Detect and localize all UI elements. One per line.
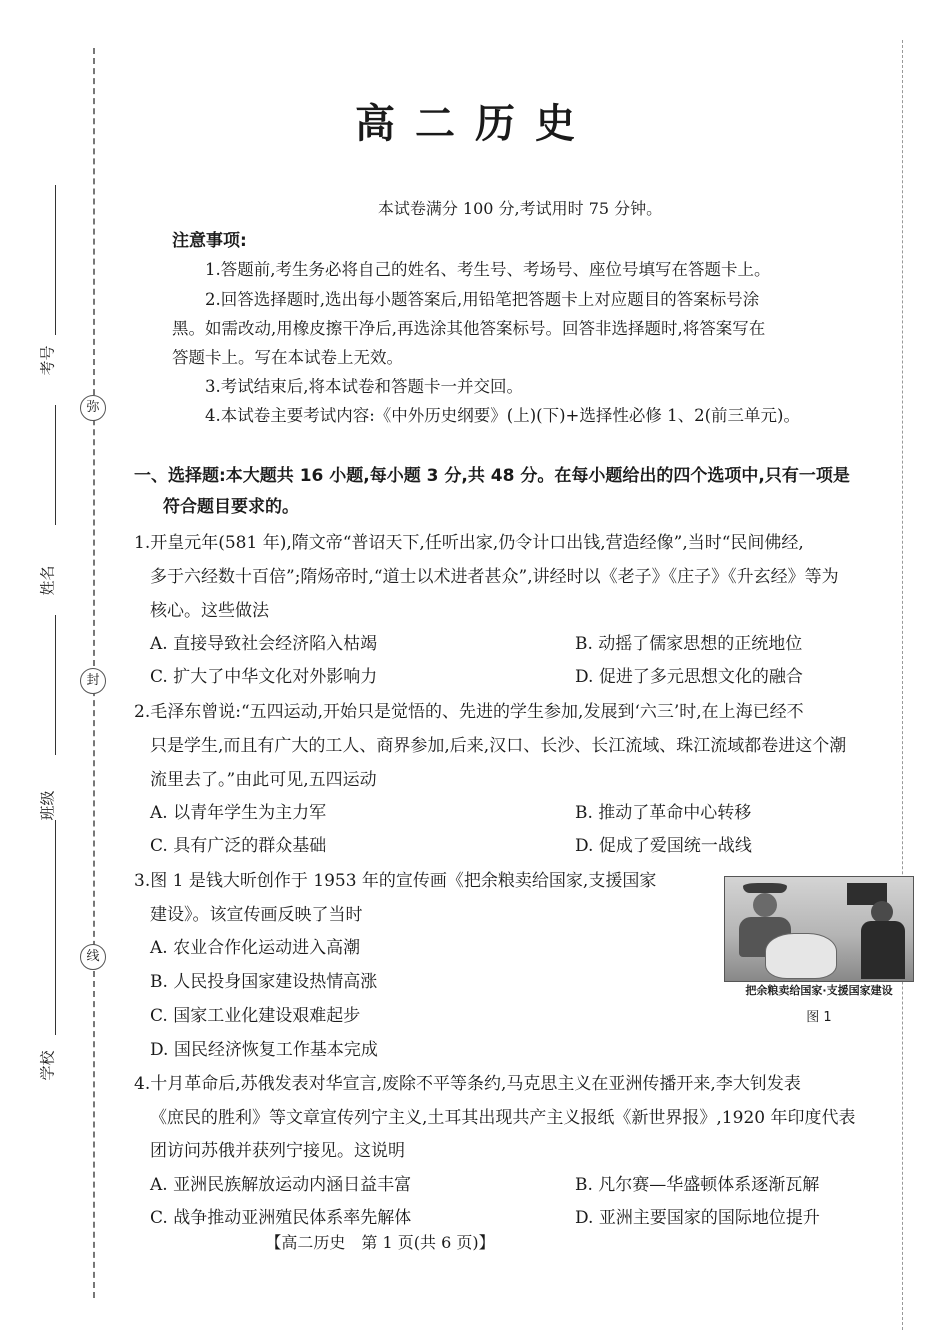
q2-stem-line-2: 只是学生,而且有广大的工人、商界参加,后来,汉口、长沙、长江流域、珠江流域都卷进这个潮 — [150, 736, 847, 756]
notice-heading: 注意事项: — [172, 231, 247, 251]
notice-line-5: 3.考试结束后,将本试卷和答题卡一并交回。 — [205, 377, 523, 396]
q3-option-d[interactable]: D. 国民经济恢复工作基本完成 — [150, 1040, 378, 1060]
poster-head — [753, 893, 777, 917]
section-heading-cont: 符合题目要求的。 — [163, 497, 299, 517]
margin-dashed-line — [902, 40, 903, 1330]
exam-info: 本试卷满分 100 分,考试用时 75 分钟。 — [377, 199, 663, 218]
poster-worker-head — [871, 901, 893, 923]
q4-option-a[interactable]: A. 亚洲民族解放运动内涵日益丰富 — [150, 1175, 412, 1195]
notice-line-3: 黑。如需改动,用橡皮擦干净后,再选涂其他答案标号。回答非选择题时,将答案写在 — [172, 319, 766, 338]
notice-line-1: 1.答题前,考生务必将自己的姓名、考生号、考场号、座位号填写在答题卡上。 — [205, 260, 771, 279]
exam-number-label: 考号 — [38, 345, 57, 376]
q3-option-b[interactable]: B. 人民投身国家建设热情高涨 — [150, 972, 378, 992]
poster-grain-sack — [765, 933, 837, 979]
q1-option-d[interactable]: D. 促进了多元思想文化的融合 — [575, 667, 803, 687]
q2-option-d[interactable]: D. 促成了爱国统一战线 — [575, 836, 752, 856]
q4-option-d[interactable]: D. 亚洲主要国家的国际地位提升 — [575, 1208, 820, 1228]
q2-stem-line-1: 2.毛泽东曾说:“五四运动,开始只是觉悟的、先进的学生参加,发展到‘六三’时,在上海已经不 — [134, 702, 804, 722]
q1-stem-line-2: 多于六经数十百倍”;隋炀帝时,“道士以术进者甚众”,讲经时以《老子》《庄子》《升玄经》等为 — [150, 567, 839, 587]
q1-option-b[interactable]: B. 动摇了儒家思想的正统地位 — [575, 634, 803, 654]
seal-mi: 弥 — [80, 395, 106, 421]
school-label: 学校 — [38, 1050, 57, 1081]
seal-xian: 线 — [80, 944, 106, 970]
name-rule — [55, 615, 56, 755]
q4-stem-line-3: 团访问苏俄并获列宁接见。这说明 — [150, 1141, 405, 1161]
poster-caption: 把余粮卖给国家·支援国家建设 — [745, 984, 893, 997]
q3-stem-line-2: 建设》。该宣传画反映了当时 — [150, 905, 363, 925]
q2-option-c[interactable]: C. 具有广泛的群众基础 — [150, 836, 327, 856]
q3-option-c[interactable]: C. 国家工业化建设艰难起步 — [150, 1006, 361, 1026]
propaganda-poster-image — [724, 876, 914, 982]
q2-stem-line-3: 流里去了。”由此可见,五四运动 — [150, 770, 377, 790]
section-heading: 一、选择题:本大题共 16 小题,每小题 3 分,共 48 分。在每小题给出的四个选项中,只有一项是 — [134, 466, 850, 486]
class-label: 班级 — [38, 790, 57, 821]
notice-line-6: 4.本试卷主要考试内容:《中外历史纲要》(上)(下)+选择性必修 1、2(前三单元)。 — [205, 406, 800, 425]
name-label: 姓名 — [38, 565, 57, 596]
q4-option-b[interactable]: B. 凡尔赛—华盛顿体系逐渐瓦解 — [575, 1175, 820, 1195]
notice-line-2: 2.回答选择题时,选出每小题答案后,用铅笔把答题卡上对应题目的答案标号涂 — [205, 290, 760, 309]
name-rule-top — [55, 405, 56, 525]
q2-option-a[interactable]: A. 以青年学生为主力军 — [150, 803, 327, 823]
seal-feng: 封 — [80, 668, 106, 694]
q2-option-b[interactable]: B. 推动了革命中心转移 — [575, 803, 752, 823]
q1-option-a[interactable]: A. 直接导致社会经济陷入枯竭 — [150, 634, 378, 654]
figure-label: 图 1 — [806, 1010, 832, 1025]
page-title: 高二历史 — [355, 101, 595, 147]
notice-line-4: 答题卡上。写在本试卷上无效。 — [172, 348, 403, 367]
q1-stem-line-1: 1.开皇元年(581 年),隋文帝“普诏天下,任听出家,仍令计口出钱,营造经像”,当时“民间佛经, — [134, 533, 804, 553]
q4-option-c[interactable]: C. 战争推动亚洲殖民体系率先解体 — [150, 1208, 412, 1228]
q3-option-a[interactable]: A. 农业合作化运动进入高潮 — [150, 938, 361, 958]
page-footer: 【高二历史 第 1 页(共 6 页)】 — [265, 1233, 495, 1252]
q3-stem-line-1: 3.图 1 是钱大昕创作于 1953 年的宣传画《把余粮卖给国家,支援国家 — [134, 871, 657, 891]
class-rule — [55, 820, 56, 1035]
poster-worker-body — [861, 921, 905, 979]
q4-stem-line-1: 4.十月革命后,苏俄发表对华宣言,废除不平等条约,马克思主义在亚洲传播开来,李大钊发表 — [134, 1074, 801, 1094]
q1-stem-line-3: 核心。这些做法 — [150, 601, 269, 621]
poster-hat — [743, 883, 787, 893]
q4-stem-line-2: 《庶民的胜利》等文章宣传列宁主义,土耳其出现共产主义报纸《新世界报》,1920 年印度代表 — [150, 1108, 856, 1128]
q1-option-c[interactable]: C. 扩大了中华文化对外影响力 — [150, 667, 378, 687]
